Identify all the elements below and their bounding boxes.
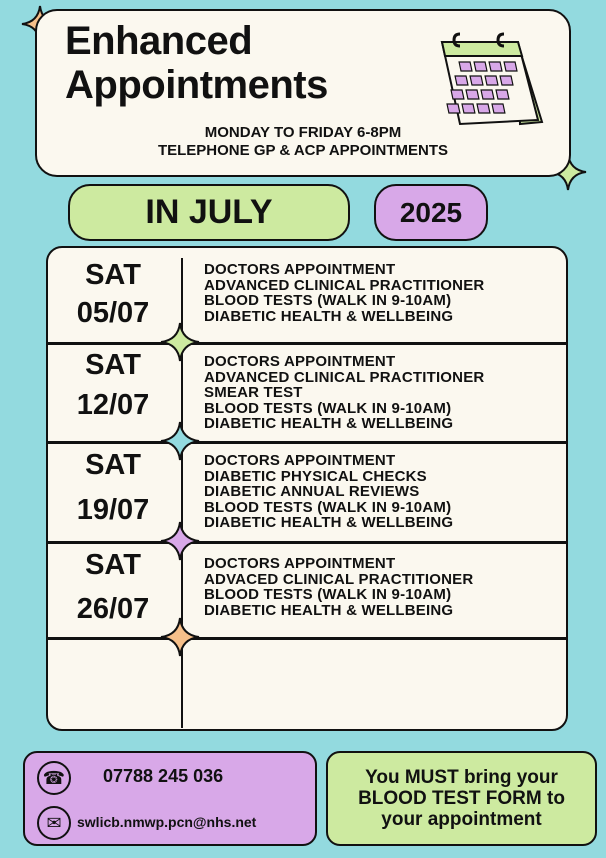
service-item: ADVANCED CLINICAL PRACTITIONER xyxy=(204,368,485,386)
notice-line-2: BLOOD TEST FORM to xyxy=(358,788,565,809)
sparkle-icon xyxy=(160,617,200,657)
service-item: DIABETIC HEALTH & WELLBEING xyxy=(204,415,454,432)
service-item: ADVACED CLINICAL PRACTITIONER xyxy=(204,570,474,588)
service-item: DOCTORS APPOINTMENT xyxy=(204,261,396,278)
service-item: DOCTORS APPOINTMENT xyxy=(204,353,396,370)
title-line-1: Enhanced xyxy=(65,19,253,63)
service-item: DIABETIC ANNUAL REVIEWS xyxy=(204,483,420,500)
blood-test-notice xyxy=(326,751,597,846)
row-divider xyxy=(46,637,568,640)
phone-number[interactable]: 07788 245 036 xyxy=(103,766,224,786)
service-item: BLOOD TESTS (WALK IN 9-10AM) xyxy=(204,586,452,603)
row-divider xyxy=(46,342,568,345)
service-item: DIABETIC PHYSICAL CHECKS xyxy=(204,467,427,485)
year-label: 2025 xyxy=(374,184,488,241)
row-date: 26/07 xyxy=(76,593,150,625)
row-day: SAT xyxy=(85,259,141,291)
month-label: IN JULY xyxy=(68,184,350,241)
service-item: BLOOD TESTS (WALK IN 9-10AM) xyxy=(204,399,452,417)
row-divider xyxy=(46,441,568,444)
contact-box xyxy=(23,751,317,846)
schedule-table xyxy=(46,246,568,731)
envelope-icon: ✉ xyxy=(37,806,71,840)
title-line-2: Appointments xyxy=(65,63,328,107)
row-day: SAT xyxy=(85,549,141,581)
row-date: 19/07 xyxy=(76,494,150,526)
sparkle-icon xyxy=(160,421,200,461)
service-item: ADVANCED CLINICAL PRACTITIONER xyxy=(204,276,485,294)
row-day: SAT xyxy=(85,349,141,381)
row-services xyxy=(204,354,484,432)
row-date: 05/07 xyxy=(76,297,150,329)
service-item: DIABETIC HEALTH & WELLBEING xyxy=(204,514,454,531)
service-item: BLOOD TESTS (WALK IN 9-10AM) xyxy=(204,498,452,516)
notice-line-3: your appointment xyxy=(381,809,542,830)
row-day: SAT xyxy=(85,449,141,481)
subtitle-line-1: MONDAY TO FRIDAY 6-8PM xyxy=(204,124,402,141)
row-date: 12/07 xyxy=(76,389,150,421)
service-item: DOCTORS APPOINTMENT xyxy=(204,555,396,572)
service-item: SMEAR TEST xyxy=(204,384,303,401)
service-item: BLOOD TESTS (WALK IN 9-10AM) xyxy=(204,292,452,309)
notice-line-1: You MUST bring your xyxy=(365,767,558,788)
sparkle-icon xyxy=(160,322,200,362)
service-item: DIABETIC HEALTH & WELLBEING xyxy=(204,307,454,325)
row-services xyxy=(204,262,484,324)
row-services xyxy=(204,453,453,531)
row-services xyxy=(204,556,473,618)
service-item: DIABETIC HEALTH & WELLBEING xyxy=(204,601,454,619)
service-item: DOCTORS APPOINTMENT xyxy=(204,452,396,469)
row-divider xyxy=(46,541,568,544)
sparkle-icon xyxy=(160,521,200,561)
subtitle-line-2: TELEPHONE GP & ACP APPOINTMENTS xyxy=(157,142,449,159)
calendar-icon xyxy=(436,24,546,134)
phone-icon: ☎ xyxy=(37,761,71,795)
email-address[interactable]: swlicb.nmwp.pcn@nhs.net xyxy=(77,814,257,830)
page-title xyxy=(65,19,328,107)
